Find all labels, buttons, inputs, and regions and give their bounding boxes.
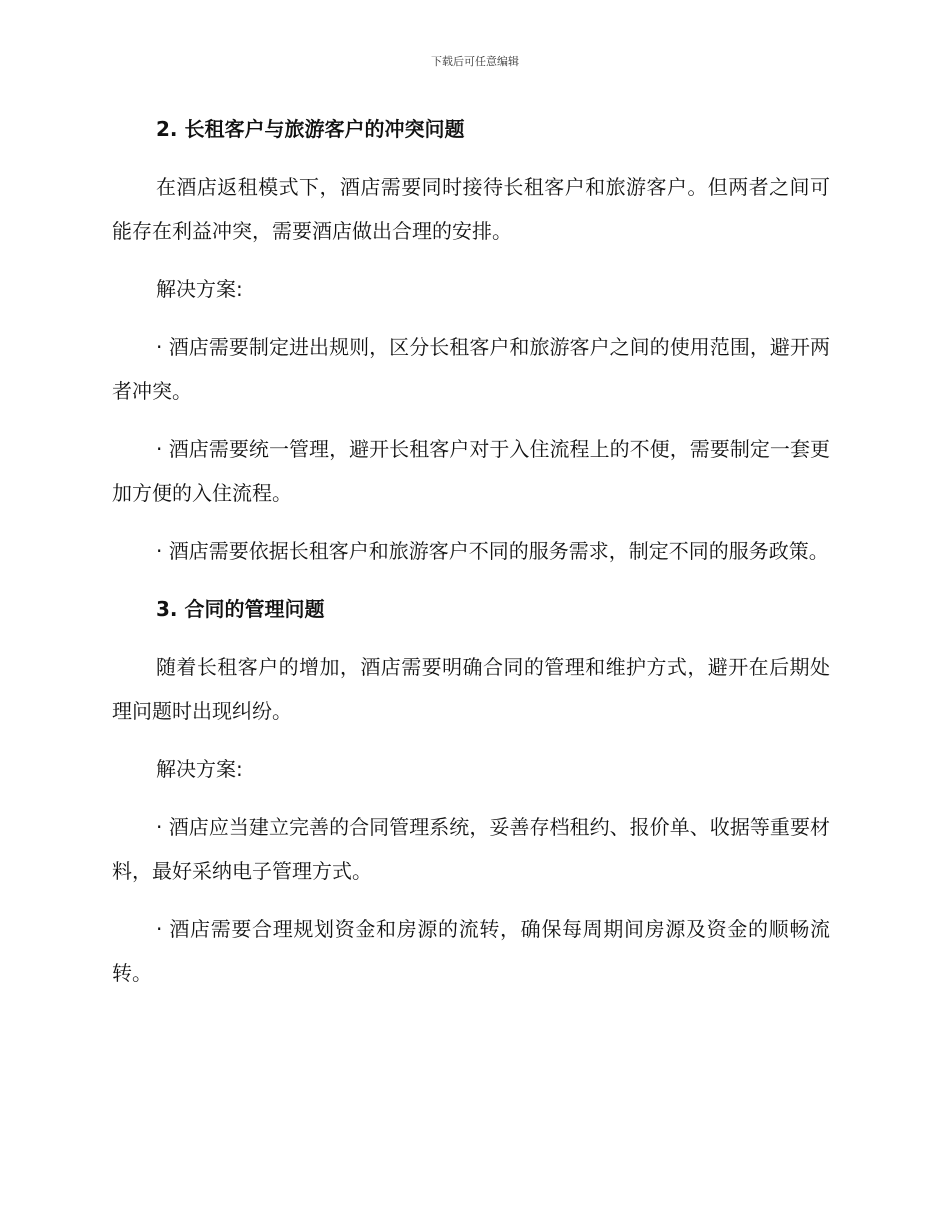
section-heading-3: 3. 合同的管理问题 [156, 597, 325, 621]
page-header: 下载后可任意编辑 [431, 55, 519, 68]
section-3-bullet-1: · 酒店应当建立完善的合同管理系统，妥善存档租约、报价单、收据等重要材料，最好采纳电子管理方式。 [112, 815, 830, 883]
section-3-solution-label: 解决方案: [156, 757, 243, 781]
section-2-solution-label: 解决方案: [156, 277, 243, 301]
section-2-bullet-2: · 酒店需要统一管理，避开长租客户对于入住流程上的不便，需要制定一套更加方便的入住流程。 [112, 437, 830, 505]
section-2-bullet-1: · 酒店需要制定进出规则，区分长租客户和旅游客户之间的使用范围，避开两者冲突。 [112, 335, 830, 403]
document-body [112, 107, 830, 1009]
section-2-intro: 在酒店返租模式下，酒店需要同时接待长租客户和旅游客户。但两者之间可能存在利益冲突，需要酒店做出合理的安排。 [112, 175, 830, 243]
section-3-intro: 随着长租客户的增加，酒店需要明确合同的管理和维护方式，避开在后期处理问题时出现纠纷。 [112, 655, 830, 723]
section-3-bullet-2: · 酒店需要合理规划资金和房源的流转，确保每周期间房源及资金的顺畅流转。 [112, 917, 830, 985]
section-heading-2: 2. 长租客户与旅游客户的冲突问题 [156, 117, 465, 141]
section-2-bullet-3: · 酒店需要依据长租客户和旅游客户不同的服务需求，制定不同的服务政策。 [156, 539, 829, 563]
